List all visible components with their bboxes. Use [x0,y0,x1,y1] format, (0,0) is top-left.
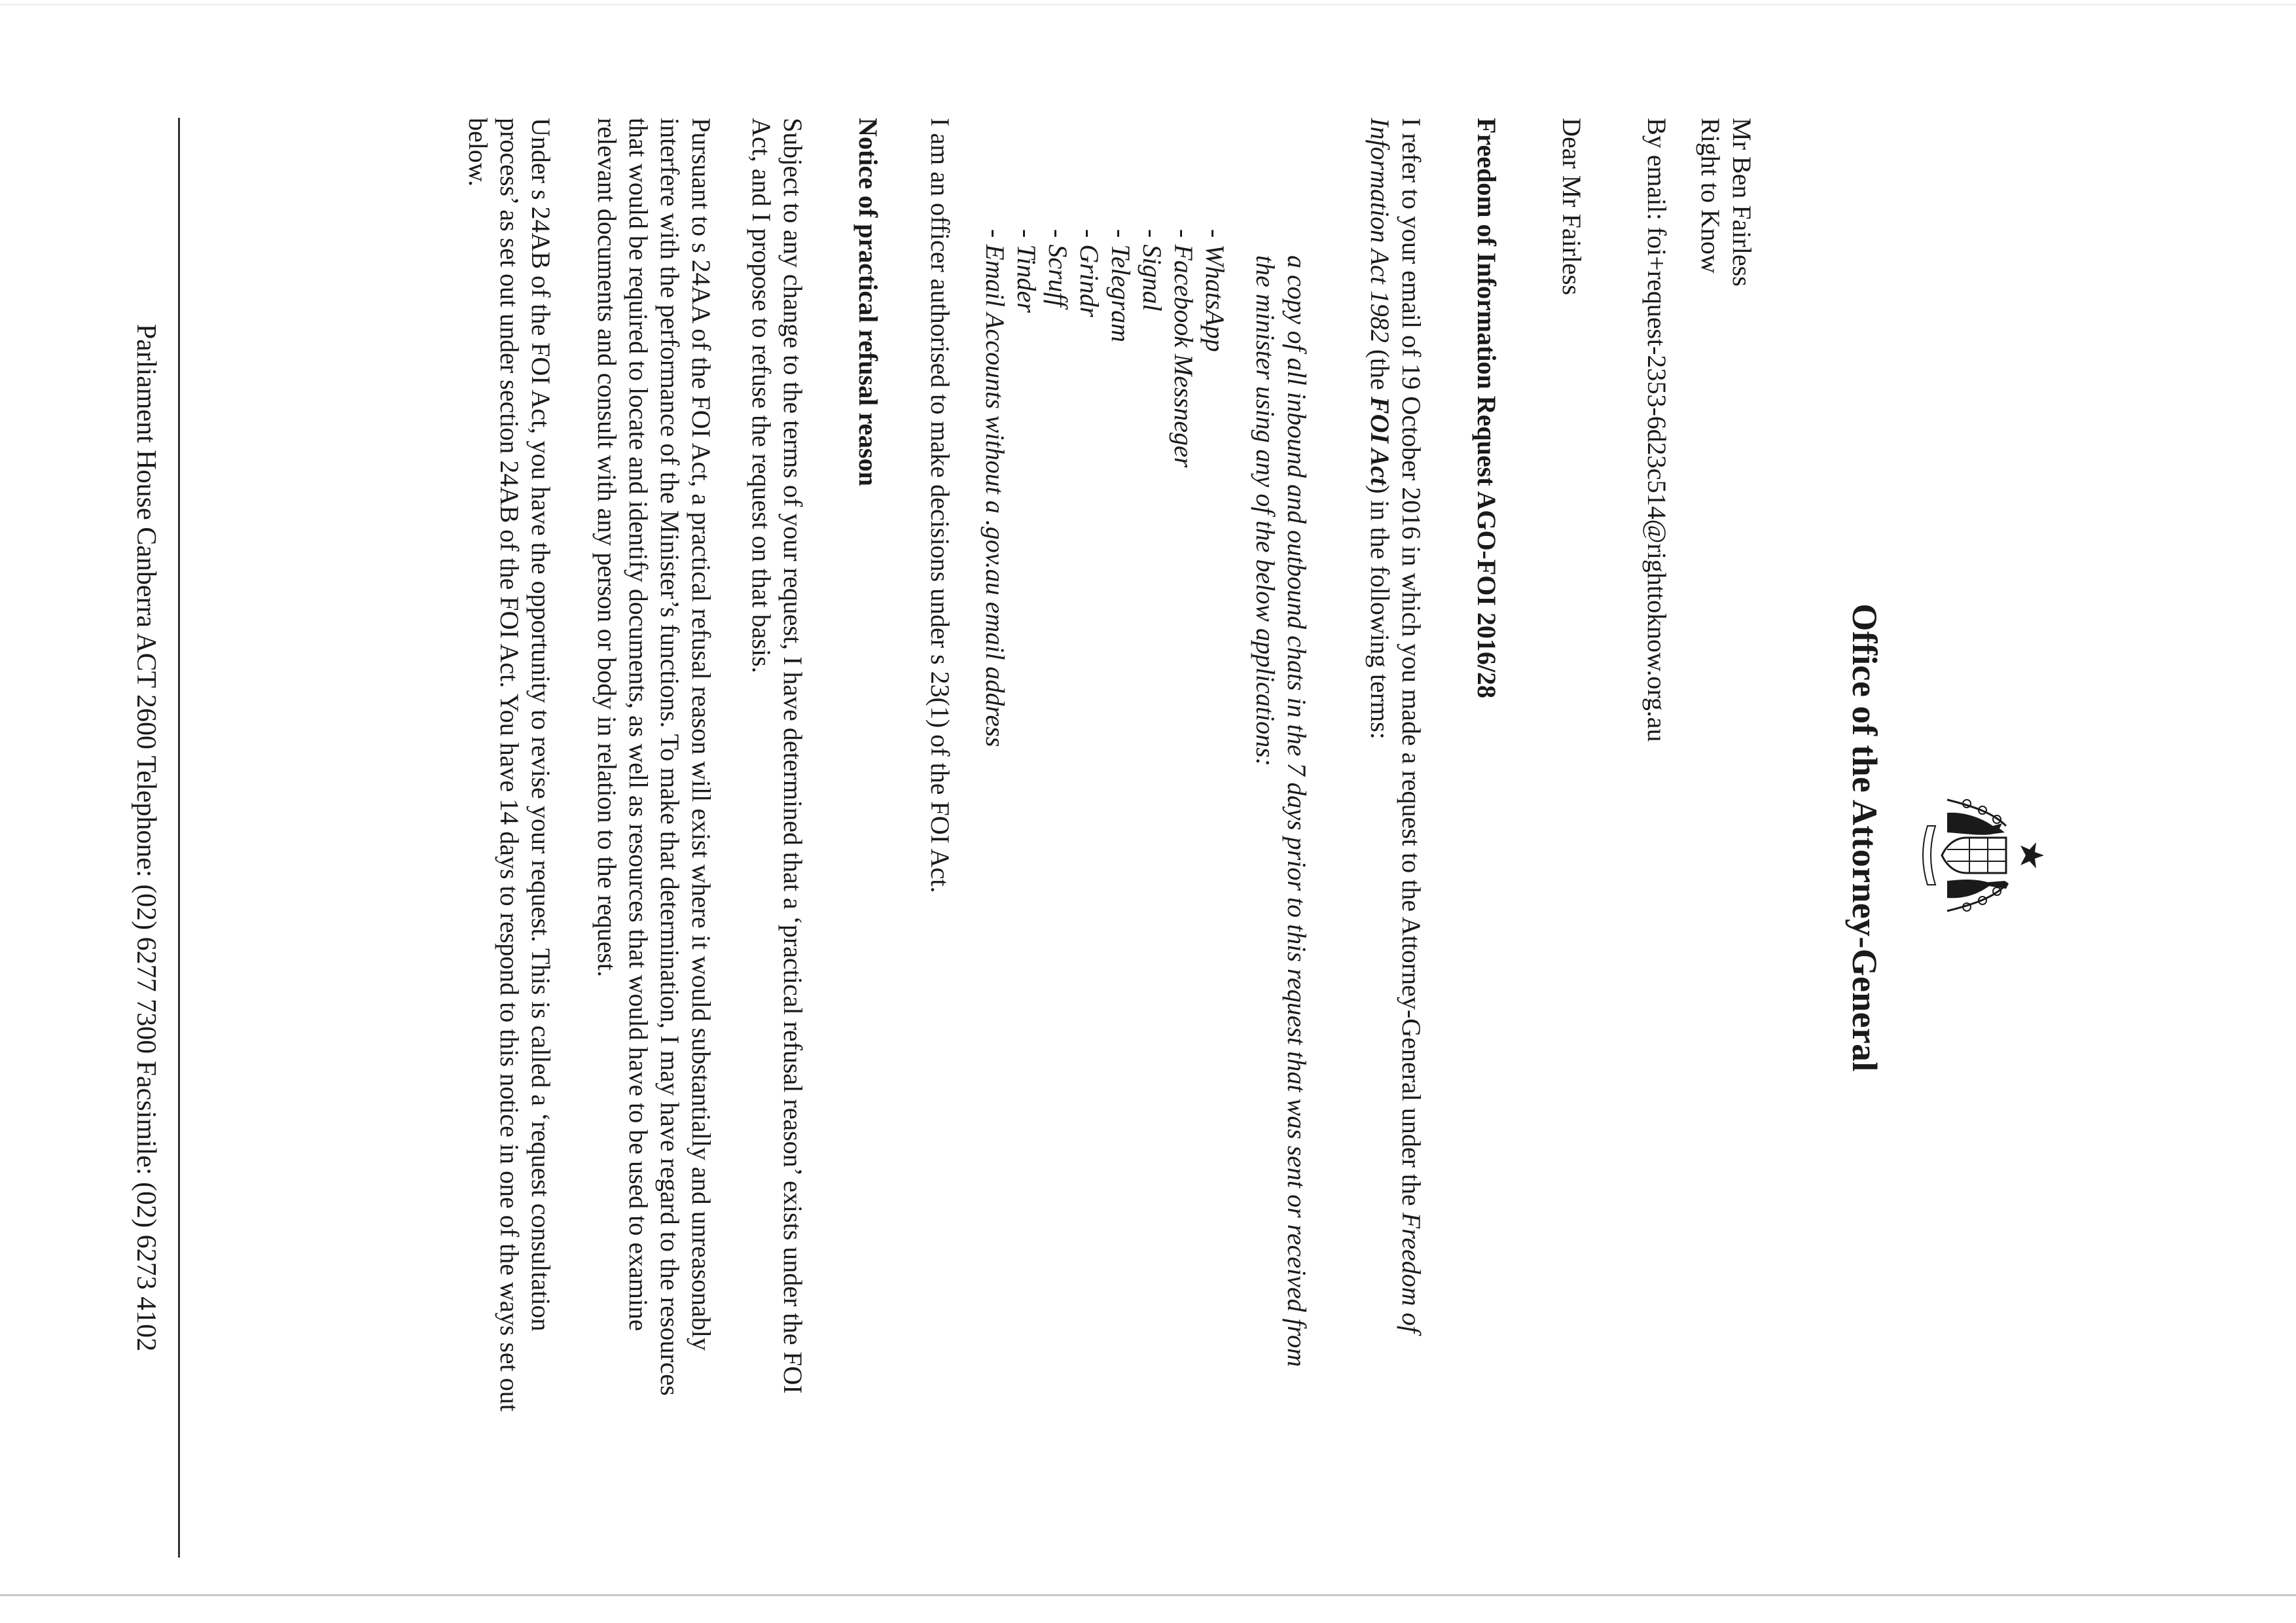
salutation: Dear Mr Fairless [1557,118,1587,296]
list-item: - Grindr [1073,229,1105,747]
commonwealth-coat-of-arms-icon [1914,787,2045,924]
paragraph-s24aa: Pursuant to s 24AA of the FOI Act, a practical refusal reason will exist where it would substantially and unreasonably interfere with the performance of the Minister’s functions. To make that determination, I may have regard to the resources that would be required to locate and identify documents, as well as resources that would have to be used to examine relevant documents and consult with any person or body in relation to the request. [592,118,716,1396]
recipient-name: Mr Ben Fairless [1727,118,1757,287]
list-item: - Telegram [1105,229,1136,747]
application-list [979,229,1230,747]
authorisation-statement: I am an officer authorised to make decisions under s 23(1) of the FOI Act. [925,118,955,893]
list-item: - Tinder [1011,229,1042,747]
list-item: - Facebook Messneger [1168,229,1199,747]
intro-text-after: ) in the following terms: [1365,485,1395,740]
act-short-name: FOI Act [1365,396,1395,486]
subject-heading: Freedom of Information Request AGO-FOI 2016/28 [1472,118,1501,698]
office-title: Office of the Attorney-General [1845,603,1884,1072]
paragraph-practical-refusal: Subject to any change to the terms of your request, I have determined that a ‘practical refusal reason’ exists under the FOI Act, and I propose to refuse the request on that basis. [747,118,808,1394]
paragraph-s24ab: Under s 24AB of the FOI Act, you have the opportunity to revise your request. This is called a ‘request consultation process’ as set out under section 24AB of the FOI Act. You have 14 days to respond to this notice in one of the ways set out below. [463,118,556,1412]
act-name: Freedom of Information Act 1982 [1365,118,1426,1333]
email-line: By email: foi+request-2353-6d23c514@righttoknow.org.au [1642,118,1672,742]
notice-heading: Notice of practical refusal reason [853,118,883,486]
scan-edge-top [0,4,2296,5]
list-item: - Signal [1136,229,1168,747]
intro-text-before: I refer to your email of 19 October 2016 in which you made a request to the Attorney-General under the [1397,118,1426,1213]
footer-divider [178,118,180,1558]
recipient-organisation: Right to Know [1696,118,1725,274]
scan-edge-bottom [0,1594,2296,1596]
recipient-block [1695,118,1757,1414]
request-quote: a copy of all inbound and outbound chats in the 7 days prior to this request that was sent or received from the minister using any of the below applications: [1251,255,1312,1367]
intro-paragraph [1364,118,1427,1414]
letter-page [0,118,2045,1558]
intro-text-middle: (the [1365,342,1395,397]
list-item: - Email Accounts without a .gov.au email address [979,229,1011,747]
list-item: - WhatsApp [1199,229,1230,747]
footer-address: Parliament House Canberra ACT 2600 Telephone: (02) 6277 7300 Facsimile: (02) 6273 4102 [131,323,161,1352]
list-item: - Scruff [1042,229,1073,747]
